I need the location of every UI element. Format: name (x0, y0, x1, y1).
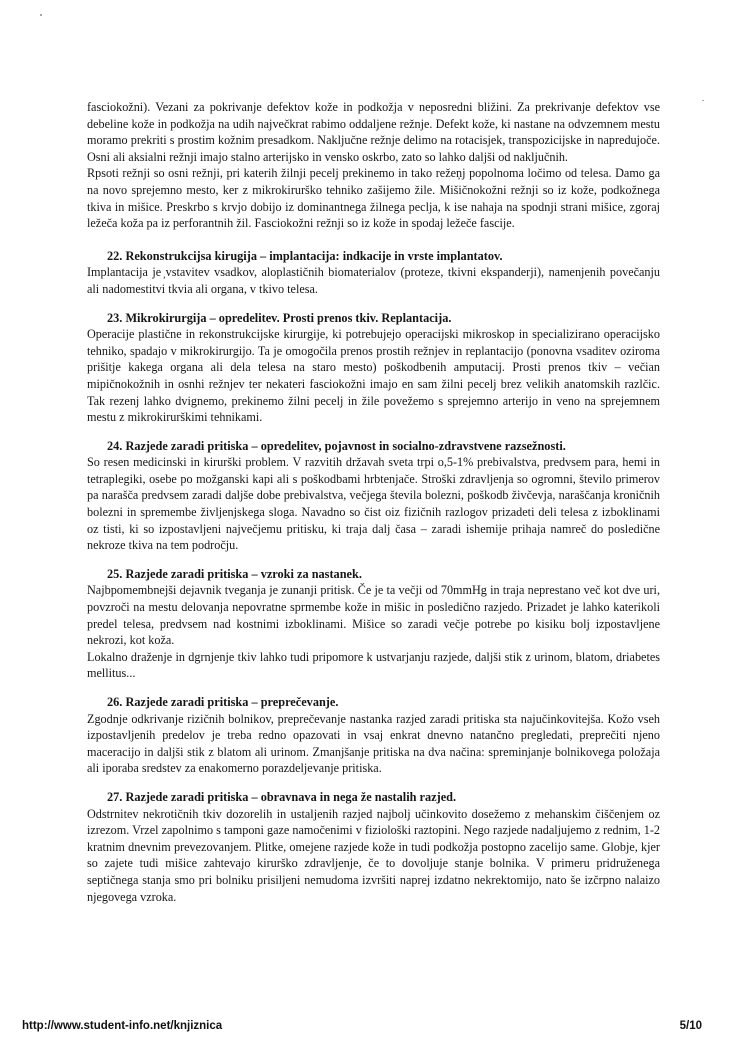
section-heading: 27. Razjede zaradi pritiska – obravnava in nega že nastalih razjed. (107, 789, 457, 804)
scan-speck (40, 14, 42, 16)
section-heading: 23. Mikrokirurgija – opredelitev. Prosti prenos tkiv. Replantacija. (107, 310, 452, 325)
body-paragraph: Lokalno draženje in dgrnjenje tkiv lahko tudi pripomore k ustvarjanju razjede, daljši stik z urinom, blatom, driabetes mellitus... (87, 649, 660, 681)
scan-speck (702, 100, 704, 101)
section-24 (87, 438, 660, 554)
body-paragraph: fasciokožni). Vezani za pokrivanje defektov kože in podkožja v neposredni bližini. Za prekrivanje defektov vse debeline kože in podkožja na udih največkrat rabimo oddaljene režnje. Defekt kože, ki nastane na odvzemnem mestu moramo prekriti s prostim kožnim presadkom. Naključne režnje delimo na rotacisjek, transpozicijske in napredujoče. Osni ali aksialni režnji imajo stalno arterijsko in vensko oskrbo, zato so lahko daljši od naključnih. (87, 100, 660, 164)
section-heading: 26. Razjede zaradi pritiska – preprečevanje. (107, 695, 339, 709)
body-paragraph: Odstrnitev nekrotičnih tkiv dozorelih in ustaljenih razjed najbolj učinkovito dosežemo z mehanskim čiščenjem oz izrezom. Vrzel zapolnimo s tamponi gaze namočenimi v fiziološki raztopini. Nego razjede nadaljujemo z rednim, 1-2 kratnim dnevnim prevezovanjem. Plitke, omejene razjede kože in tudi podkožja postopno zacelijo same. Globje, kjer so zajete tudi mišice zahtevajo kirurško zdravljenje, če to dovoljuje stanje bolnika. V primeru pridruženega septičnega stanja smo pri bolniku prisiljeni nemudoma izvršiti naprej izdatno nekrektomijo, nato še izčrpno nalaizo njegovega vzroka. (87, 806, 660, 904)
body-paragraph: Zgodnje odkrivanje rizičnih bolnikov, preprečevanje nastanka razjed zaradi pritiska sta najučinkovitejša. Kožo vseh izpostavljenih predelov je treba redno opazovati in vsaj enkrat dnevno natančno pregledati, preprečiti njeno maceracijo in daljši stik z blatom ali urinom. Zmanjšanje pritiska na dva načina: spreminjanje bolnikovega položaja ali iporaba sredstev za enakomerno porazdeljevanje pritiska. (87, 711, 660, 776)
section-23 (87, 310, 660, 426)
section-heading: 25. Razjede zaradi pritiska – vzroki za nastanek. (107, 566, 362, 581)
page-number: 5/10 (679, 1020, 702, 1032)
body-paragraph: Implantacija je ̦vstavitev vsadkov, aloplastičnih biomaterialov (proteze, tkivni ekspanderji), namenjenih povečanju ali nadomestitvi tkvia ali organa, v tkivo telesa. (87, 265, 660, 296)
section-26 (87, 694, 660, 777)
section-22 (87, 248, 660, 298)
body-paragraph: Rpsoti režnji so osni režnji, pri katerih žilnji pecelj prekinemo in tako režeņj popolnoma ločimo od telesa. Damo ga na novo sprejemno mesto, ker z mikrokirurško tehniko zašijemo žile. Mišičnokožni režnji so iz kože, podkožnega tkiva in mišice. Preskrbo s krvjo dobijo iz dominantnega žilnega peclja, k ise nahaja na spodnji strani mišice, zgoraj ležeča koža pa iz perforantnih žil. Fasciokožni režnji so iz kože in spodaj ležeče fascije. (87, 166, 660, 231)
body-paragraph: So resen medicinski in kirurški problem. V razvitih državah sveta trpi o,5-1% prebivalstva, predvsem para, hemi in tetraplegiki, osebe po možganski kapi ali s poškodbami hrbtenjače. Stroški zdravljenja so ogromni, število primerov pa narašča predvsem zaradi daljše dobe prebivalstva, večjega števila bolezni, poškodb živčevja, naraščanja kroničnih bolezni in spremembe življenjskega sloga. Navadno so čist oiz fizičnih razlogov prizadeti deli telesa z izboklinami oz tisti, ki so izpostavljeni največjemu pritisku, ki traja dalj časa – zaradi ishemije prihaja namreč do posledične nekroze tkiva na tem področju. (87, 455, 660, 553)
section-25 (87, 566, 660, 682)
section-heading: 22. Rekonstrukcijsa kirugija – implantacija: indkacije in vrste implantatov. (107, 248, 503, 263)
document-body (87, 99, 660, 905)
footer-url: http://www.student-info.net/knjiznica (22, 1020, 223, 1032)
section-heading: 24. Razjede zaradi pritiska – opredelitev, pojavnost in socialno-zdravstvene razsežnosti. (107, 438, 566, 453)
body-paragraph: Najbpomembnejši dejavnik tveganja je zunanji pritisk. Če je ta večji od 70mmHg in traja neprestano več kot dve uri, povzroči na mestu delovanja nepovratne sprmembe kože in mišic in posledično razjedo. Prizadet je lahko katerikoli predel telesa, predvsem nad kostnimi izboklinami. Mišice so zaradi večje potrebe po kisiku bolj izpostavljene nekrozi, kot koža. (87, 583, 660, 648)
body-paragraph: Operacije plastične in rekonstrukcijske kirurgije, ki potrebujejo operacijski mikroskop in specializirano operacijsko tehniko, spadajo v mikrokirurgijo. Ta je omogočila prenos prostih režnjev in replantacijo (ponovna vsaditev oziroma prišitje kakega organa ali dela telesa na staro mesto) poškodbenih amputacij. Prosti prenos tkiv – večian mipičnokožnih in osnhi režnjev ter nekateri fasciokožni imajo en sam žilni pecelj brez velikih anatomskih razlčic. Tak rezenj lahko dvignemo, prekinemo žilni pecelj in žile povežemo s sprejemno arterijo in veno na sprejemnem mestu z mikrokirurškimi tehnikami. (87, 327, 660, 425)
section-27 (87, 789, 660, 905)
